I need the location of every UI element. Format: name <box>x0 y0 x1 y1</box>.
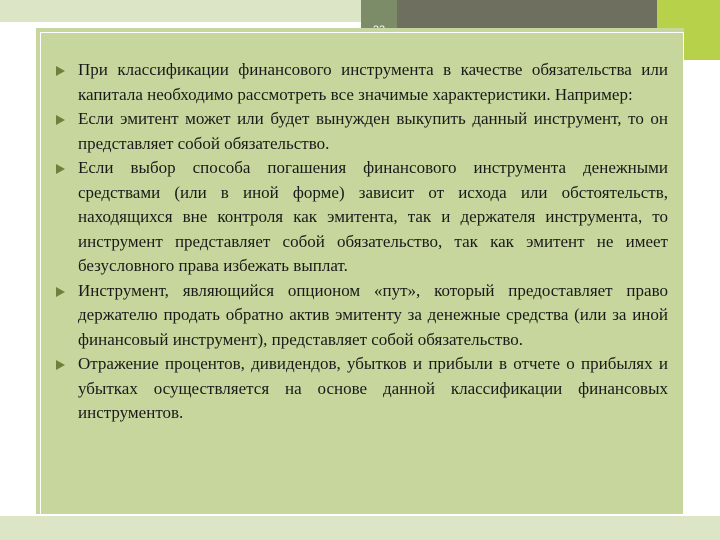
bullet-list <box>50 58 668 426</box>
list-item-text: Отражение процентов, дивидендов, убытков и прибыли в отчете о прибылях и убытках осуществляется на основе данной классификации финансовых инструментов. <box>78 354 668 422</box>
triangle-bullet-icon <box>56 115 65 125</box>
list-item <box>50 352 668 426</box>
list-item-text: При классификации финансового инструмента в качестве обязательства или капитала необходимо рассмотреть все значимые характеристики. Например: <box>78 60 668 104</box>
list-item-text: Если эмитент может или будет вынужден выкупить данный инструмент, то он представляет собой обязательство. <box>78 109 668 153</box>
triangle-bullet-icon <box>56 360 65 370</box>
list-item <box>50 107 668 156</box>
list-item <box>50 58 668 107</box>
list-item <box>50 156 668 279</box>
bottom-decor-bar <box>0 516 720 540</box>
triangle-bullet-icon <box>56 287 65 297</box>
list-item <box>50 279 668 353</box>
triangle-bullet-icon <box>56 66 65 76</box>
triangle-bullet-icon <box>56 164 65 174</box>
list-item-text: Инструмент, являющийся опционом «пут», который предоставляет право держателю продать обратно актив эмитенту за денежные средства (или за иной финансовый инструмент), представляет собой обязательство. <box>78 280 668 349</box>
list-item-text: Если выбор способа погашения финансового инструмента денежными средствами (или в иной форме) зависит от исхода или обстоятельств, находящихся вне контроля как эмитента, так и держателя инструмента, то инструмент представляет собой обязательство, так как эмитент не имеет безусловного права избежать выплат. <box>78 158 668 275</box>
